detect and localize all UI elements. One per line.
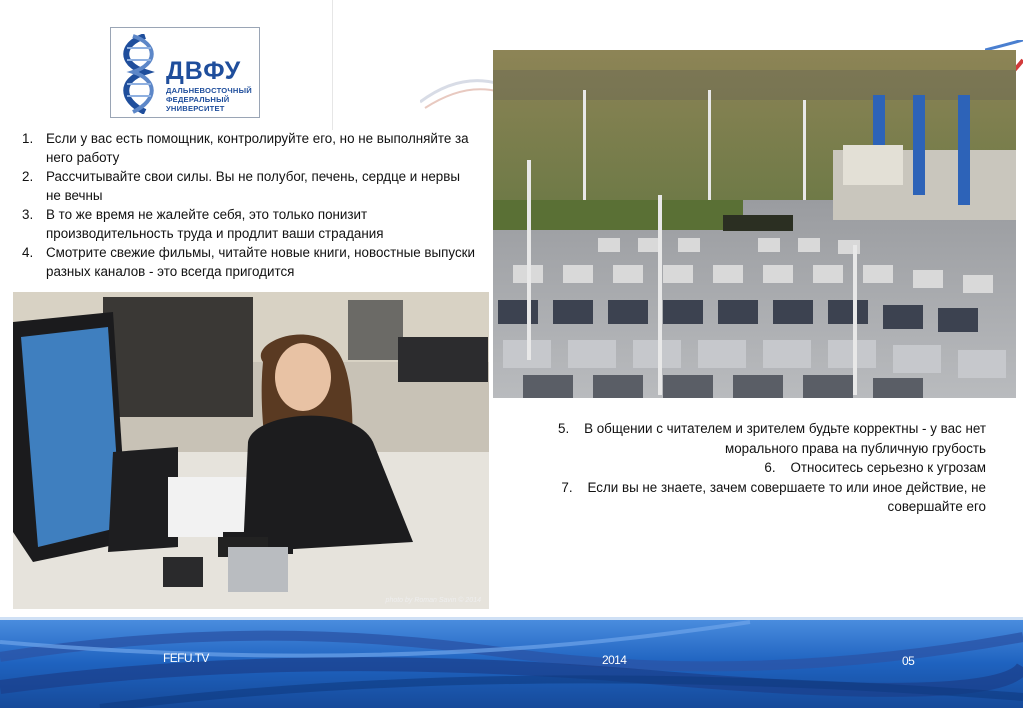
footer-year: 2014 xyxy=(602,653,627,667)
footer-bar xyxy=(0,617,1023,708)
list-item: 6. Относитесь серьезно к угрозам xyxy=(764,460,986,475)
footer-brand: FEFU.TV xyxy=(163,651,209,665)
university-logo xyxy=(110,27,260,118)
list-item: 1. Если у вас есть помощник, контролируйте его, но не выполняйте за него работу xyxy=(22,131,469,165)
footer-wave-background xyxy=(0,617,1023,708)
decor-swoosh-left xyxy=(420,72,500,112)
list-item: 7. Если вы не знаете, зачем совершаете то или иное действие, не совершайте его xyxy=(561,479,986,514)
tips-list-left xyxy=(22,129,477,281)
helix-logo-icon xyxy=(115,34,163,114)
parking-lot-photo xyxy=(493,50,1016,398)
editing-room-photo xyxy=(13,292,489,609)
page-number: 05 xyxy=(902,654,915,668)
list-item: 4. Смотрите свежие фильмы, читайте новые книги, новостные выпуски разных каналов - это всегда пригодится xyxy=(22,245,475,279)
list-item: 5. В общении с читателем и зрителем будьте корректны - у вас нет морального права на публичную грубость xyxy=(558,421,986,456)
top-divider xyxy=(332,0,333,130)
list-item: 2. Рассчитывайте свои силы. Вы не полубог, печень, сердце и нервы не вечны xyxy=(22,169,460,203)
tips-list-right xyxy=(520,419,986,517)
logo-title: ДВФУ xyxy=(166,57,242,85)
photo-credit: photo by Roman Savin © 2014 xyxy=(385,597,481,604)
list-item: 3. В то же время не жалейте себя, это только понизит производительность труда и продлит ваши страдания xyxy=(22,207,384,241)
logo-subtitle: ДАЛЬНЕВОСТОЧНЫЙ ФЕДЕРАЛЬНЫЙ УНИВЕРСИТЕТ xyxy=(166,86,252,113)
